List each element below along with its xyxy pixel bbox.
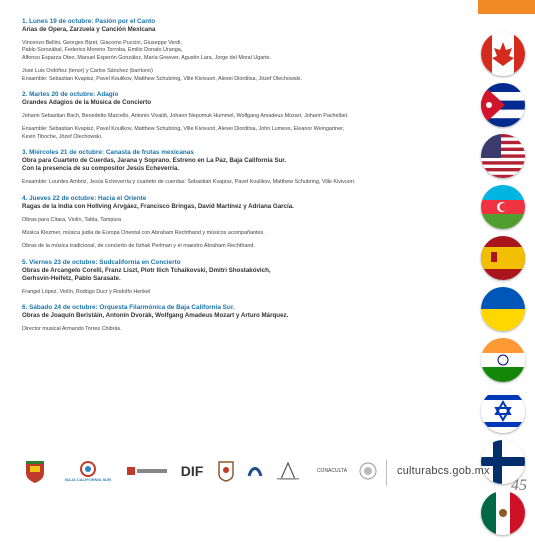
event-subtitle: Grandes Adagios de la Música de Concierto [22, 99, 152, 107]
conaculta-logo-text: CONACULTA [316, 468, 348, 474]
event-block [22, 18, 472, 83]
gobierno-bcs-logo [18, 458, 52, 484]
event-detail-line: Frangel López, Violín, Rodrigo Ducr y Rodolfo Henkel [22, 288, 151, 295]
event-subtitle: Obras de Joaquín Beristáin, Antonín Dvorák, Wolfgang Amadeus Mozart y Arturo Márquez. [22, 312, 289, 320]
event-title: 1. Lunes 19 de octubre: Pasión por el Canto [22, 18, 156, 25]
event-detail-line: Director musical Armando Torres Chibrás. [22, 326, 122, 333]
event-detail-line: Ensamble: Sebastian Kvapisz, Pavel Koulikov, Matthew Schubring, Ville Kivivuori, Alexei Diorditsa, Józef Olechowski. [22, 75, 302, 82]
conaculta-logo [312, 458, 352, 484]
event-block [22, 195, 472, 251]
event-block [22, 91, 472, 141]
event-detail-line: José Luis Ordóñez (tenor) y Carlos Sánchez (barítono) [22, 68, 153, 75]
site-url[interactable]: culturabcs.gob.mx [397, 465, 490, 477]
footer-divider [386, 460, 387, 486]
program-list [22, 18, 472, 342]
seal-logo [214, 458, 238, 484]
event-detail-line: Johann Sebastian Bach, Benedetto Marcello, Antonio Vivaldi, Johann Nepomuk Hummel, Wolfgang Amadeus Mozart, Johann Pachelbel. [22, 113, 349, 120]
event-title: 4. Jueves 22 de octubre: Hacia el Oriente [22, 194, 147, 202]
event-block [22, 259, 472, 296]
dif-logo [178, 458, 206, 484]
event-detail-line: Ensamble: Sebastian Kvapisz, Pavel Koulikov, Matthew Schubring, Ville Kivivuori, Alexei Diorditsa, John Lumess, Eleanor Weingartner, [22, 126, 345, 133]
baja-california-sur-logo [60, 458, 116, 484]
event-detail-line: Vincenzo Bellini, Georges Bizet, Giacomo Puccini, Giuseppe Verdi, [22, 40, 182, 46]
page-number: 45 [511, 477, 527, 494]
event-subtitle: Gerhsvin-Heifetz, Pablo Sarasate. [22, 274, 121, 282]
event-detail-line: Obras para Cítara, Violín, Tabla, Tampura [22, 216, 122, 223]
india-flag-icon [481, 338, 525, 382]
event-subtitle: Arias de Opera, Zarzuela y Canción Mexicana [22, 26, 156, 33]
footer [0, 450, 535, 502]
secretaria-logo [270, 458, 306, 484]
event-detail-line: Pablo Sorozábal, Federico Moreno Torroba, Emilio Donato Uranga, [22, 47, 183, 54]
usa-flag-icon [481, 134, 525, 178]
sep-logo [244, 458, 266, 484]
event-detail-line: Ensamble: Lourdes Ambriz, Jesús Echeverría y cuarteto de cuerdas: Sebastian Kvapisz, Pavel Koulikov, Matthew Schubring, Ville Kivivuori. [22, 179, 356, 186]
event-subtitle: Obra para Cuarteto de Cuerdas, Jarana y Soprano. Estreno en La Paz, Baja California Sur. [22, 157, 287, 165]
canada-flag-icon [481, 32, 525, 76]
event-subtitle: Con la presencia de su compositor Jesús Echeverría. [22, 165, 180, 173]
event-title: 6. Sábado 24 de octubre: Orquesta Filarmónica de Baja California Sur. [22, 304, 235, 312]
ukraine-flag-icon [481, 287, 525, 331]
event-subtitle: Obras de Arcangelo Corelli, Franz Liszt, Piotr Ilich Tchaikovski, Dmitri Shostakóvich, [22, 266, 271, 274]
azerbaijan-flag-icon [481, 185, 525, 229]
event-detail-line: Música Klezmer, música judía de Europa Oriental con Abraham Rechthand y músicos acompañantes. [22, 230, 265, 237]
israel-flag-icon [481, 389, 525, 433]
event-detail-line: Kevin Tiboche, Józef Olechowski. [22, 133, 103, 140]
bcs-logo-text: BAJA CALIFORNIA SUR [65, 476, 111, 482]
event-title: 2. Martes 20 de octubre: Adagio [22, 91, 119, 99]
event-subtitle: Ragas de la India con Hollving Arvgáez, Francisco Bringas, David Martínez y Adriana García. [22, 202, 294, 210]
event-title: 5. Viernes 23 de octubre: Sudcalifornia en Concierto [22, 258, 181, 266]
cultura-logo [125, 458, 169, 484]
event-title: 3. Miércoles 21 de octubre: Canasta de frutas mexicanas [22, 149, 194, 157]
event-block [22, 149, 472, 186]
spain-flag-icon [481, 236, 525, 280]
event-detail-line: Obras de la música tradicional, de concierto de Itzhak Perlman y el maestro Abraham Rechthand. [22, 243, 255, 250]
orange-corner-tab [478, 0, 535, 14]
federal-seal-logo [356, 458, 380, 484]
event-block [22, 304, 472, 333]
dif-logo-text: DIF [180, 463, 204, 479]
event-detail-line: Alfonso Esparza Oteo, Manuel Esperón González, María Greever, Agustín Lara, Jorge del Moral Ugarte. [22, 54, 271, 61]
cuba-flag-icon [481, 83, 525, 127]
